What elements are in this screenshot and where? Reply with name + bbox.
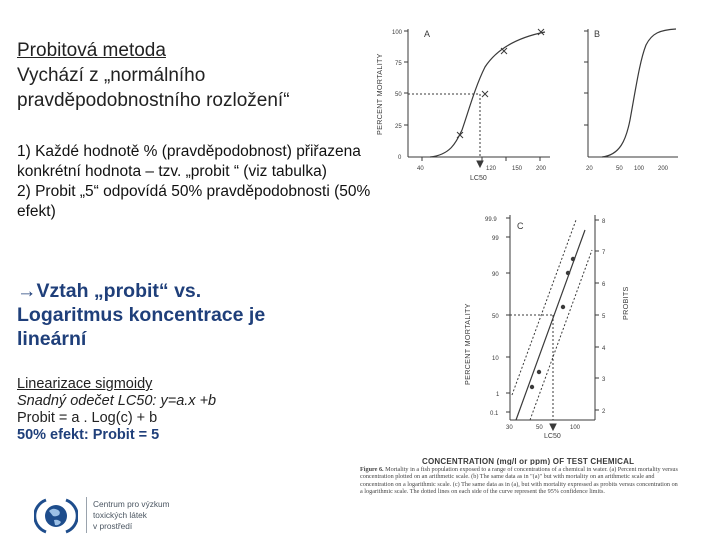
panel-a-x-tick: 200 xyxy=(536,166,547,172)
logo-line-1: Centrum pro výzkum xyxy=(93,499,170,509)
panel-c-x-tick: 100 xyxy=(570,425,581,431)
panel-c-confidence-upper xyxy=(530,250,592,420)
caption-label: Figure 6. xyxy=(360,466,384,473)
logo-divider xyxy=(86,497,87,533)
panel-c-probit-tick: 4 xyxy=(602,346,606,352)
panel-a-x-tick: 40 xyxy=(417,166,424,172)
logo-line-2: toxických látek xyxy=(93,510,147,520)
panel-c xyxy=(506,215,599,430)
panel-a-y-tick: 75 xyxy=(395,61,402,67)
panel-c-y-tick: 99 xyxy=(492,236,499,242)
panel-b-x-tick: 50 xyxy=(616,166,623,172)
point-1: 1) Každé hodnotě % (pravděpodobnost) přiřazena konkrétní hodnota – tzv. „probit “ (viz tabulka) xyxy=(17,143,361,180)
panel-c-y-title: PERCENT MORTALITY xyxy=(463,303,472,385)
caption-text: Mortality in a fish population exposed to a range of concentrations of a chemical in water. (a) Percent mortality versus concentration plotted on an arithmetic scale. (b) The same data as in "(a)" but with mortality on an arithmetic scale and concentration on a logarithmic scale. (c) The same data as in (a), but with mortality expressed as probits versus concentration on a logarithmic scale. The dotted lines on each side of the curve represent the 95% confidence limits. xyxy=(360,466,678,496)
conclusion-text: Vztah „probit“ vs. Logaritmus koncentrace je lineární xyxy=(17,280,266,350)
panel-b-x-tick: 20 xyxy=(586,166,593,172)
panel-b xyxy=(584,29,678,157)
x-axis-title: CONCENTRATION (mg/l or ppm) OF TEST CHEMICAL xyxy=(422,457,635,465)
slide-title xyxy=(17,38,377,113)
panel-a-y-tick: 100 xyxy=(392,30,403,36)
panel-a-y-title: PERCENT MORTALITY xyxy=(375,53,384,135)
panel-a-lc50-arrow-icon xyxy=(477,161,483,167)
panel-a-y-tick: 25 xyxy=(395,124,402,130)
logo-line-3: v prostředí xyxy=(93,521,133,531)
panel-c-lc50-arrow-icon xyxy=(550,424,556,430)
figure-caption xyxy=(360,466,678,496)
arrow-right-icon: → xyxy=(17,280,37,302)
panel-c-y-tick: 1 xyxy=(496,392,500,398)
panel-c-y-tick: 90 xyxy=(492,272,499,278)
panel-a xyxy=(404,29,550,167)
panel-b-x-tick: 100 xyxy=(634,166,645,172)
panel-a-x-tick: 150 xyxy=(512,166,523,172)
panel-c-y-tick: 10 xyxy=(492,356,499,362)
title-line-2: Vychází z „normálního xyxy=(17,65,206,86)
linearization-heading: Linearizace sigmoidy xyxy=(17,376,153,392)
panel-a-x-tick: 120 xyxy=(486,166,497,172)
title-line-3: pravděpodobnostního rozložení“ xyxy=(17,90,290,111)
numbered-points xyxy=(17,142,372,222)
panel-c-probits-title: PROBITS xyxy=(621,286,630,320)
panel-a-y-tick: 50 xyxy=(395,92,402,98)
institution-logo-icon xyxy=(34,496,78,536)
panel-c-probit-tick: 6 xyxy=(602,282,606,288)
panel-c-probit-tick: 8 xyxy=(602,219,606,225)
title-line-1: Probitová metoda xyxy=(17,40,166,61)
logo-text xyxy=(93,499,213,532)
linearization-line-2: Probit = a . Log(c) + b xyxy=(17,410,158,426)
panel-a-lc50-label: LC50 xyxy=(470,175,487,182)
mortality-figure xyxy=(340,15,680,465)
panel-c-probit-tick: 3 xyxy=(602,377,606,383)
panel-b-label: B xyxy=(594,29,601,39)
panel-c-lc50-label: LC50 xyxy=(544,433,561,440)
panel-c-x-tick: 30 xyxy=(506,425,513,431)
point-2: 2) Probit „5“ odpovídá 50% pravděpodobnosti (50% efekt) xyxy=(17,183,371,220)
panel-c-y-tick: 99.9 xyxy=(485,217,497,223)
panel-a-curve xyxy=(430,32,545,157)
panel-c-label: C xyxy=(517,221,524,231)
panel-c-confidence-lower xyxy=(512,220,576,395)
linearization-block xyxy=(17,376,317,444)
panel-b-x-tick: 200 xyxy=(658,166,669,172)
panel-a-points xyxy=(457,29,544,138)
linearization-line-1: Snadný odečet LC50: y=a.x +b xyxy=(17,393,217,409)
panel-c-x-tick: 50 xyxy=(536,425,543,431)
linearization-line-3: 50% efekt: Probit = 5 xyxy=(17,427,160,443)
panel-c-probit-tick: 7 xyxy=(602,250,606,256)
panel-c-y-tick: 0.1 xyxy=(490,411,499,417)
panel-a-label: A xyxy=(424,29,431,39)
panel-c-y-tick: 50 xyxy=(492,314,499,320)
panel-a-y-tick: 0 xyxy=(398,155,402,161)
panel-c-probit-tick: 5 xyxy=(602,314,606,320)
panel-c-probit-tick: 2 xyxy=(602,409,606,415)
panel-b-curve xyxy=(602,29,676,157)
conclusion xyxy=(17,279,307,351)
